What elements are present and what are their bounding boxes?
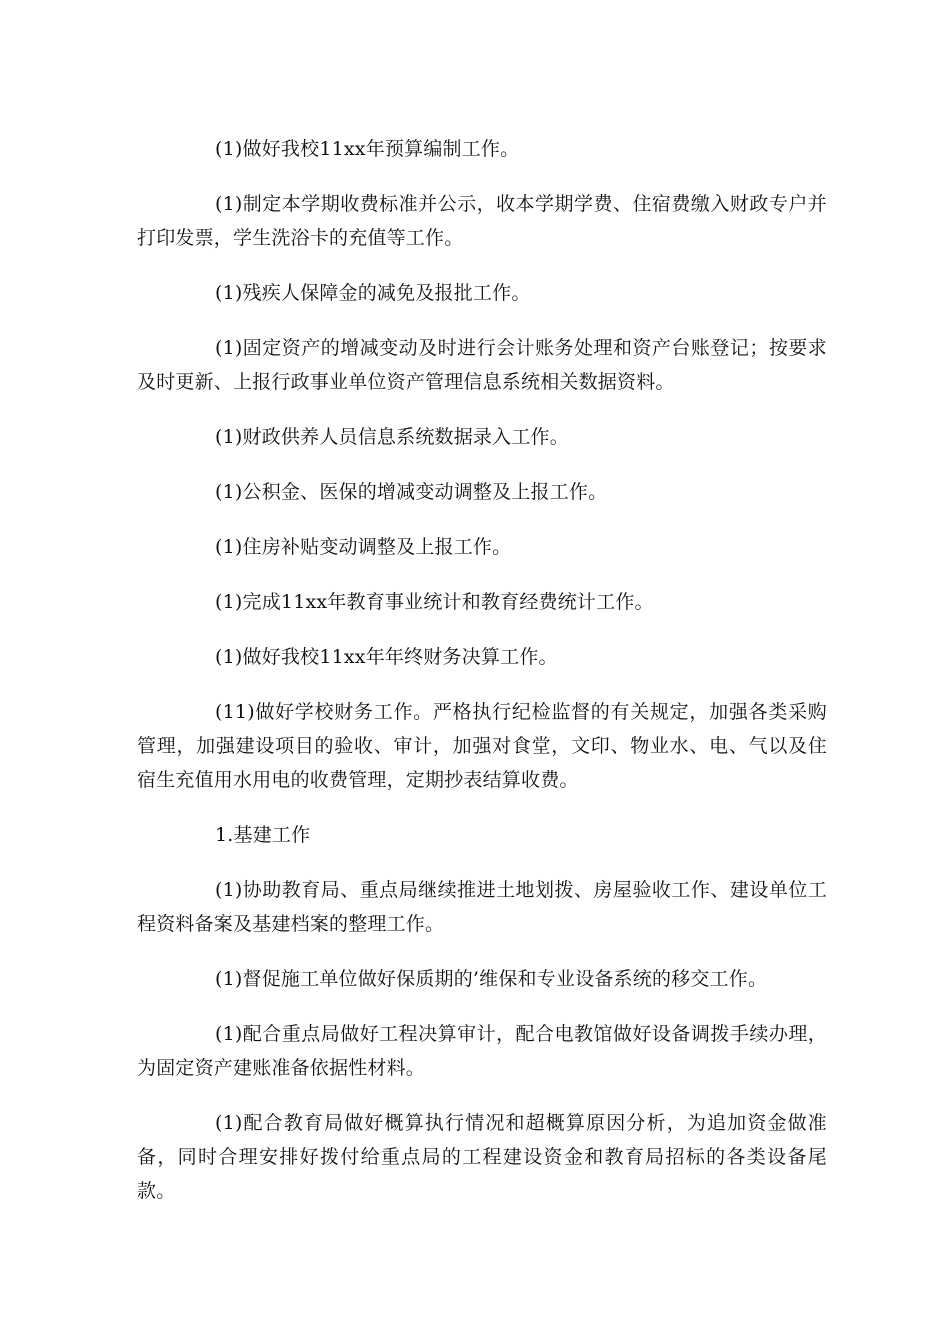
paragraph-final-accounts: (1)做好我校11xx年年终财务决算工作。 [215, 646, 558, 668]
paragraph-warranty-maintenance: (1)督促施工单位做好保质期的’维保和专业设备系统的移交工作。 [215, 968, 768, 990]
paragraph-land-allocation: (1)协助教育局、重点局继续推进土地划拨、房屋验收工作、建设单位工程资料备案及基建档案的整理工作。 [137, 879, 827, 935]
paragraph-fee-collection: (1)制定本学期收费标准并公示，收本学期学费、住宿费缴入财政专户并打印发票，学生洗浴卡的充值等工作。 [137, 193, 827, 249]
paragraph-finance-work: (11)做好学校财务工作。严格执行纪检监督的有关规定，加强各类采购管理，加强建设项目的验收、审计，加强对食堂，文印、物业水、电、气以及住宿生充值用水用电的收费管理，定期抄表结算收费。 [137, 701, 827, 791]
paragraph-budget-preparation: (1)做好我校11xx年预算编制工作。 [215, 138, 520, 160]
section-heading-construction: 1.基建工作 [215, 824, 311, 846]
paragraph-provident-fund: (1)公积金、医保的增减变动调整及上报工作。 [215, 481, 608, 503]
document-body [137, 132, 827, 1229]
paragraph-fixed-assets: (1)固定资产的增减变动及时进行会计账务处理和资产台账登记；按要求及时更新、上报行政事业单位资产管理信息系统相关数据资料。 [137, 337, 827, 393]
paragraph-education-statistics: (1)完成11xx年教育事业统计和教育经费统计工作。 [215, 591, 654, 613]
paragraph-disability-fund: (1)残疾人保障金的减免及报批工作。 [215, 282, 531, 304]
paragraph-project-audit: (1)配合重点局做好工程决算审计，配合电教馆做好设备调拨手续办理，为固定资产建账准备依据性材料。 [137, 1023, 827, 1079]
paragraph-staff-data-entry: (1)财政供养人员信息系统数据录入工作。 [215, 426, 569, 448]
paragraph-housing-subsidy: (1)住房补贴变动调整及上报工作。 [215, 536, 512, 558]
paragraph-budget-analysis: (1)配合教育局做好概算执行情况和超概算原因分析，为追加资金做准备，同时合理安排好拨付给重点局的工程建设资金和教育局招标的各类设备尾款。 [137, 1112, 827, 1202]
